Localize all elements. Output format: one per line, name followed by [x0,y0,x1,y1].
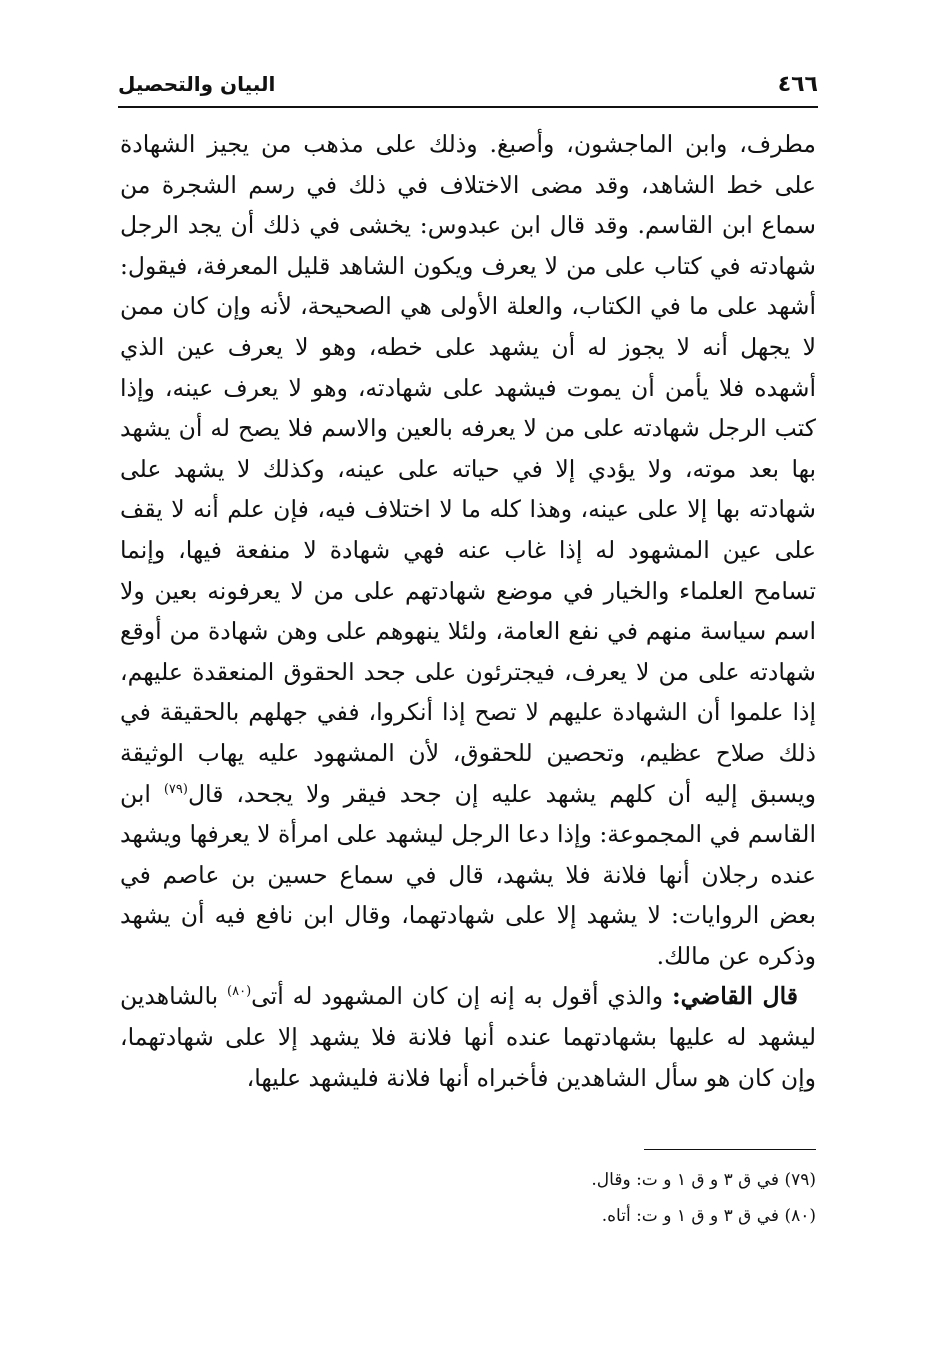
footnote-80: (٨٠) في ق ٣ و ق ١ و ت: أتاه. [601,1206,816,1226]
page-number: ٤٦٦ [777,72,818,97]
footnote-divider [644,1149,816,1150]
running-title: البيان والتحصيل [118,72,276,96]
speaker-label: قال القاضي: [671,982,798,1011]
main-text [120,124,816,1098]
paragraph-1-text: مطرف، وابن الماجشون، وأصبغ. وذلك على مذهب من يجيز الشهادة على خط الشاهد، وقد مضى الاختلاف في ذلك في رسم الشجرة من سماع ابن القاسم. وقد قال ابن عبدوس: يخشى في ذلك أن يجد الرجل شهادته في كتاب على من لا يعرف ويكون الشاهد قليل المعرفة، فيقول: أشهد على ما في الكتاب، والعلة الأولى هي الصحيحة، لأنه وإن كان ممن لا يجهل أنه لا يجوز له أن يشهد على خطه، وهو لا يعرف عين الذي أشهده فلا يأمن أن يموت فيشهد على شهادته، وهو لا يعرف عينه، وإذا كتب الرجل شهادته على من لا يعرفه بالعين والاسم فلا يصح له أن يشهد بها بعد موته، ولا يؤدي إلا في حياته على عينه، وكذلك لا يشهد على شهادته بها إلا على عينه، وهذا كله ما لا اختلاف فيه، فإن علم أنه لا يقف على عين المشهود له إذا غاب عنه فهي شهادة لا منفعة فيها، وإنما تسامح العلماء والخيار في موضع شهادتهم على من لا يعرفونه بعين ولا اسم سياسة منهم في نفع العامة، ولئلا ينهوهم على وهن شهادة من أوقع شهادته على من لا يعرف، فيجترئون على جحد الحقوق المنعقدة عليهم، إذا علموا أن الشهادة عليهم لا تصح إذا أنكروا، ففي جهلهم بالحقيقة في ذلك صلاح عظيم، وتحصين للحقوق، لأن المشهود عليه يهاب الوثيقة ويسبق إليه أن كلهم يشهد عليه إن جحد فيقر ولا يجحد، قال [120,130,816,808]
footnotes [300,1162,816,1234]
paragraph-1-tail: ابن القاسم في المجموعة: وإذا دعا الرجل ليشهد على امرأة لا يعرفها ويشهد عنده رجلان أنها فلانة فلا يشهد، قال في سماع حسين بن عاصم في بعض الروايات: لا يشهد إلا على شهادتهما، وقال ابن نافع فيه أن يشهد وذكره عن مالك. [120,779,816,970]
header-divider [118,106,818,108]
paragraph-1 [120,124,816,976]
paragraph-2-text: والذي أقول به إنه إن كان المشهود له أتى [251,982,672,1011]
footnote-ref-80[interactable]: (٨٠) [227,984,252,1000]
paragraph-2-tail: بالشاهدين ليشهد له عليها بشهادتهما عنده أنها فلانة فلا يشهد إلا على شهادتهما، وإن كان هو سأل الشاهدين فأخبراه أنها فلانة فليشهد عليها، [120,982,816,1092]
page-header [118,72,818,106]
paragraph-2 [120,976,816,1098]
footnote-ref-79[interactable]: (٧٩) [163,781,188,797]
footnote-79: (٧٩) في ق ٣ و ق ١ و ت: وقال. [591,1170,816,1190]
